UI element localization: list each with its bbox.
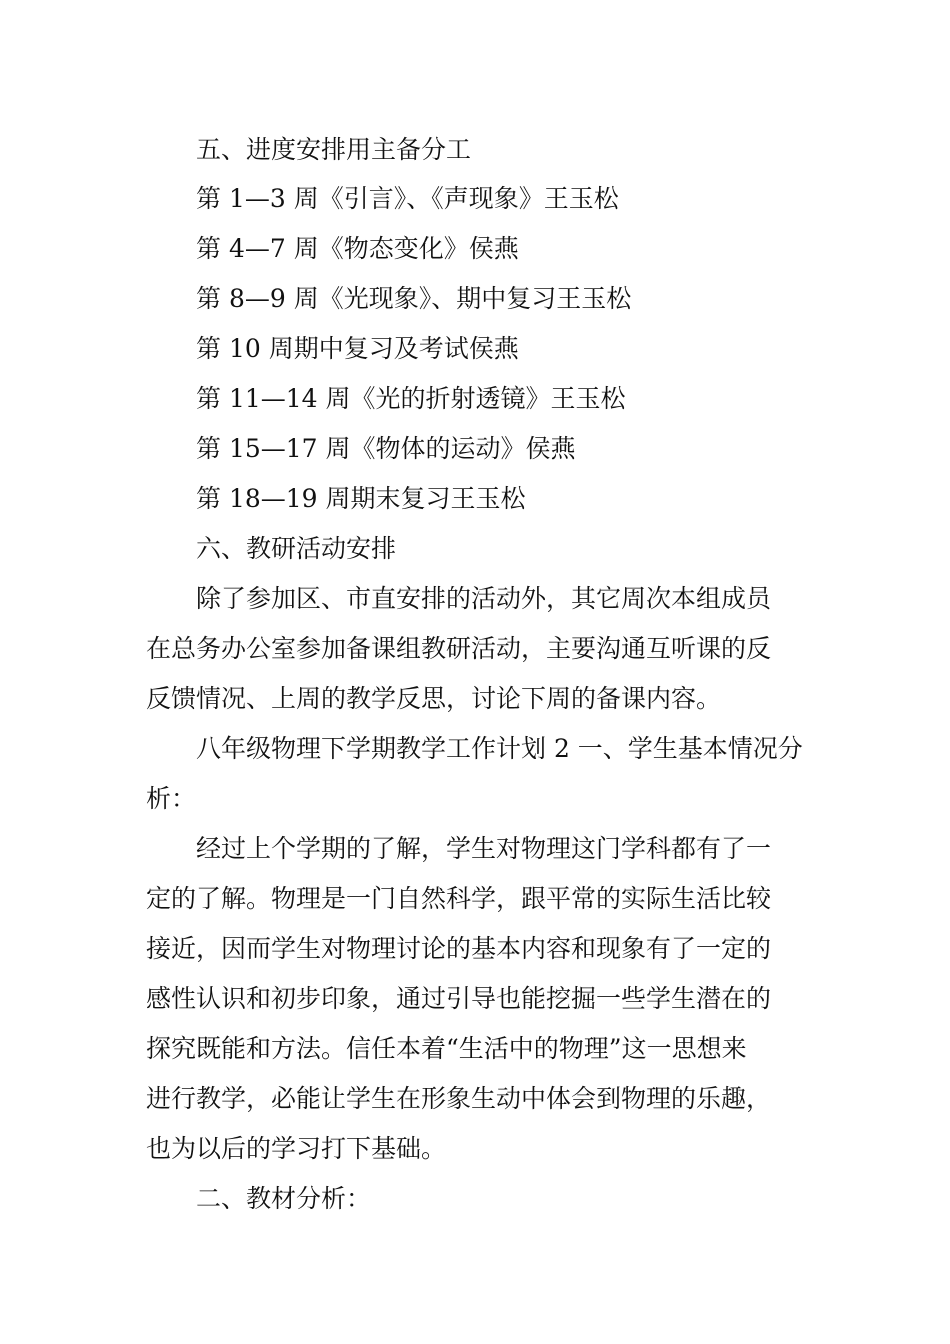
section-2-heading: 二、教材分析： [196,1184,372,1213]
schedule-item: 第 10 周期中复习及考试侯燕 [196,334,519,363]
paragraph-line: 进行教学，必能让学生在形象生动中体会到物理的乐趣， [146,1084,772,1113]
schedule-item: 第 11—14 周《光的折射透镜》王玉松 [196,384,626,413]
paragraph-line: 也为以后的学习打下基础。 [146,1134,447,1163]
schedule-item: 第 8—9 周《光现象》、期中复习王玉松 [196,284,632,313]
schedule-item: 第 1—3 周《引言》、《声现象》王玉松 [196,184,619,213]
paragraph-line: 接近，因而学生对物理讨论的基本内容和现象有了一定的 [146,934,772,963]
plan-2-title: 析： [146,784,197,813]
paragraph-line: 定的了解。物理是一门自然科学，跟平常的实际生活比较 [146,884,772,913]
paragraph-line: 探究既能和方法。信任本着“生活中的物理”这一思想来 [146,1034,747,1063]
plan-2-title: 八年级物理下学期教学工作计划 2 一、学生基本情况分 [196,734,803,763]
schedule-item: 第 4—7 周《物态变化》侯燕 [196,234,519,263]
schedule-item: 第 15—17 周《物体的运动》侯燕 [196,434,576,463]
paragraph-line: 感性认识和初步印象，通过引导也能挖掘一些学生潜在的 [146,984,772,1013]
paragraph-line: 除了参加区、市直安排的活动外，其它周次本组成员 [196,584,772,613]
section-5-heading: 五、进度安排用主备分工 [196,135,472,164]
paragraph-line: 反馈情况、上周的教学反思，讨论下周的备课内容。 [146,684,722,713]
section-6-heading: 六、教研活动安排 [196,534,397,563]
schedule-item: 第 18—19 周期末复习王玉松 [196,484,526,513]
paragraph-line: 在总务办公室参加备课组教研活动，主要沟通互听课的反 [146,634,772,663]
paragraph-line: 经过上个学期的了解，学生对物理这门学科都有了一 [196,834,772,863]
